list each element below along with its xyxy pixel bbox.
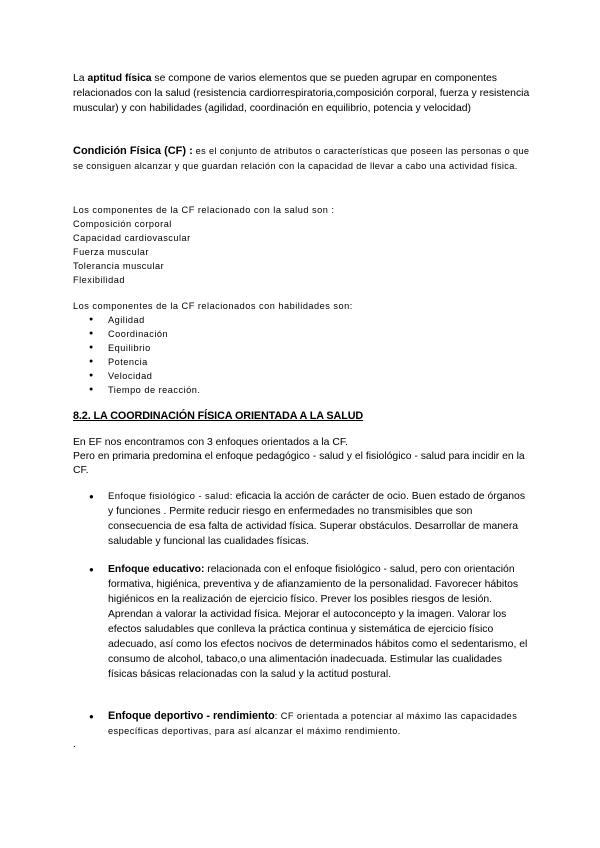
health-component-item: Capacidad cardiovascular bbox=[73, 233, 191, 243]
trailing-mark: . bbox=[73, 739, 76, 750]
skill-component-item: ● Velocidad bbox=[73, 369, 533, 383]
health-component-item: Flexibilidad bbox=[73, 275, 125, 285]
skill-component-item: ● Equilibrio bbox=[73, 341, 533, 355]
health-components-title: Los componentes de la CF relacionado con la salud son : bbox=[73, 205, 335, 215]
skill-component-item: ● Potencia bbox=[73, 355, 533, 369]
section-intro-line: En EF nos encontramos con 3 enfoques orientados a la CF. bbox=[73, 437, 348, 448]
approach-sport bbox=[89, 709, 528, 739]
cf-definition-text: es el conjunto de atributos o características que poseen las personas o que se consiguen alcanzar y que guardan relación con la capacidad de llevar a cabo una actividad física. bbox=[73, 146, 530, 171]
section-heading: 8.2. LA COORDINACIÓN FÍSICA ORIENTADA A LA SALUD bbox=[73, 410, 364, 422]
intro-rest: se compone de varios elementos que se pueden agrupar en componentes relacionados con la salud (resistencia cardiorrespiratoria,composición corporal, fuerza y resistencia muscular) y con habilidades (agilidad, coordinación en equilibrio, potencia y velocidad) bbox=[73, 73, 530, 114]
skill-components bbox=[73, 299, 533, 397]
intro-pre: La bbox=[73, 73, 88, 84]
skill-component-item: ● Agilidad bbox=[73, 313, 533, 327]
skill-component-item: ● Tiempo de reacción. bbox=[73, 383, 533, 397]
section-intro bbox=[73, 436, 533, 479]
approach-label: Enfoque fisiológico - salud: bbox=[108, 491, 233, 502]
cf-definition bbox=[73, 144, 533, 173]
approach-text: eficacia la acción de carácter de ocio. Buen estado de órganos y funciones . Permite reducir riesgo en enfermedades no transmisibles que son consecuencia de esa falta de actividad física. Superar obstáculos. Desarrollar de manera saludable y funcional las cualidades físicas. bbox=[108, 491, 526, 547]
cf-definition-term: Condición Física (CF) : bbox=[73, 145, 193, 157]
bullet-icon: ● bbox=[89, 492, 94, 501]
health-components bbox=[73, 203, 533, 287]
approach-text: relacionada con el enfoque fisiológico - salud, pero con orientación formativa, higiénica, preventiva y de afianzamiento de la personalidad. Favorecer hábitos higiénicos en la realización de ejercicio físico. Prever los posibles riesgos de lesión. Aprendan a valorar la actividad física. Mejorar el autoconcepto y la imagen. Valorar los efectos saludables que conlleva la práctica continua y sistemática de ejercicio físico adecuado, así como los efectos nocivos de determinados hábitos como el sedentarismo, el consumo de alcohol, tabaco,o una alimentación inadecuada. Estimular las cualidades físicas básicas relacionadas con la salud y la actitud postural. bbox=[108, 564, 528, 680]
intro-paragraph bbox=[73, 71, 533, 116]
health-component-item: Fuerza muscular bbox=[73, 247, 149, 257]
approach-physiological bbox=[89, 489, 528, 549]
health-component-item: Composición corporal bbox=[73, 219, 172, 229]
approach-label: Enfoque educativo: bbox=[108, 564, 205, 575]
approach-label: Enfoque deportivo - rendimiento bbox=[108, 710, 275, 722]
skill-components-title: Los componentes de la CF relacionados con habilidades son: bbox=[73, 301, 353, 311]
section-intro-line: Pero en primaria predomina el enfoque pedagógico - salud y el fisiológico - salud para incidir en la CF. bbox=[73, 451, 525, 477]
approach-text: : CF orientada a potenciar al máximo las capacidades específicas deportivas, para así alcanzar el máximo rendimiento. bbox=[108, 711, 518, 736]
approach-educational bbox=[89, 562, 528, 682]
skill-component-item: ● Coordinación bbox=[73, 327, 533, 341]
skill-components-list bbox=[73, 313, 533, 397]
intro-bold-term: aptitud física bbox=[87, 73, 152, 84]
bullet-icon: ● bbox=[89, 712, 95, 721]
bullet-icon: ● bbox=[89, 565, 94, 574]
health-component-item: Tolerancia muscular bbox=[73, 261, 165, 271]
